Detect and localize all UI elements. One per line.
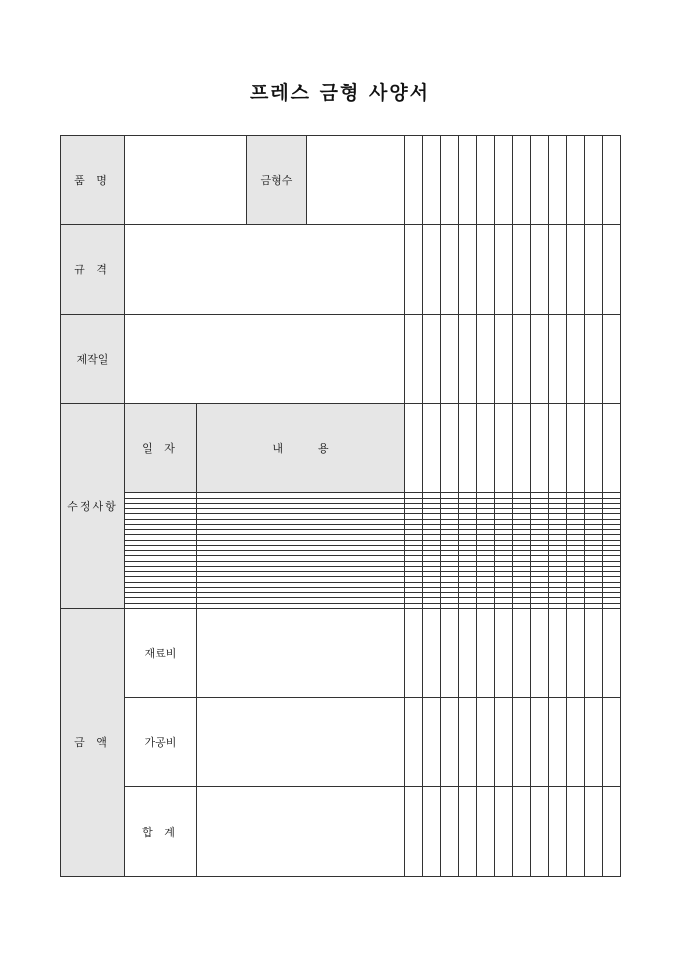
grid-cell[interactable] [603,787,621,877]
total-field[interactable] [197,787,405,877]
grid-cell[interactable] [423,314,441,403]
manufacture-date-field[interactable] [125,314,405,403]
grid-cell[interactable] [531,314,549,403]
material-cost-row [61,608,621,697]
grid-cell[interactable] [567,225,585,314]
grid-cell[interactable] [441,403,459,492]
grid-cell[interactable] [531,787,549,877]
page-title: 프레스 금형 사양서 [249,82,431,104]
grid-cell[interactable] [585,608,603,697]
grid-cell[interactable] [495,314,513,403]
grid-cell[interactable] [549,403,567,492]
grid-cell[interactable] [423,698,441,787]
grid-cell[interactable] [477,314,495,403]
grid-cell[interactable] [549,608,567,697]
amount-label: 금 액 [61,608,125,876]
grid-cell[interactable] [405,136,423,225]
grid-cell[interactable] [405,608,423,697]
grid-cell[interactable] [405,225,423,314]
grid-cell[interactable] [423,136,441,225]
grid-cell[interactable] [531,403,549,492]
product-name-field[interactable] [125,136,247,225]
total-row [61,787,621,877]
grid-cell[interactable] [513,698,531,787]
grid-cell[interactable] [459,136,477,225]
grid-cell[interactable] [585,403,603,492]
processing-cost-field[interactable] [197,698,405,787]
material-cost-field[interactable] [197,608,405,697]
spec-form-table [60,135,621,877]
revision-header-row [61,403,621,492]
grid-cell[interactable] [531,136,549,225]
grid-cell[interactable] [441,225,459,314]
grid-cell[interactable] [441,314,459,403]
grid-cell[interactable] [459,698,477,787]
grid-cell[interactable] [459,314,477,403]
grid-cell[interactable] [549,787,567,877]
grid-cell[interactable] [603,225,621,314]
grid-cell[interactable] [585,136,603,225]
product-name-label: 품 명 [61,136,125,225]
grid-cell[interactable] [495,787,513,877]
grid-cell[interactable] [423,608,441,697]
grid-cell[interactable] [477,698,495,787]
grid-cell[interactable] [513,608,531,697]
grid-cell[interactable] [423,225,441,314]
mold-count-label: 금형수 [247,136,307,225]
grid-cell[interactable] [405,403,423,492]
manufacture-date-row [61,314,621,403]
grid-cell[interactable] [585,314,603,403]
product-name-row [61,136,621,225]
grid-cell[interactable] [603,403,621,492]
grid-cell[interactable] [441,698,459,787]
grid-cell[interactable] [495,225,513,314]
grid-cell[interactable] [477,608,495,697]
grid-cell[interactable] [477,136,495,225]
grid-cell[interactable] [513,136,531,225]
grid-cell[interactable] [459,787,477,877]
grid-cell[interactable] [459,403,477,492]
grid-cell[interactable] [477,403,495,492]
processing-cost-label: 가공비 [125,698,197,787]
manufacture-date-label: 제작일 [61,314,125,403]
grid-cell[interactable] [585,225,603,314]
grid-cell[interactable] [495,608,513,697]
grid-cell[interactable] [531,698,549,787]
grid-cell[interactable] [549,314,567,403]
revision-label: 수정사항 [61,403,125,608]
grid-cell[interactable] [477,225,495,314]
grid-cell[interactable] [441,136,459,225]
grid-cell[interactable] [531,225,549,314]
spec-label: 규 격 [61,225,125,314]
grid-cell[interactable] [459,608,477,697]
grid-cell[interactable] [603,608,621,697]
grid-cell[interactable] [567,314,585,403]
grid-cell[interactable] [459,225,477,314]
grid-cell[interactable] [549,136,567,225]
material-cost-label: 재료비 [125,608,197,697]
grid-cell[interactable] [495,698,513,787]
grid-cell[interactable] [423,403,441,492]
grid-cell[interactable] [477,787,495,877]
grid-cell[interactable] [513,787,531,877]
total-label: 합 계 [125,787,197,877]
grid-cell[interactable] [441,787,459,877]
grid-cell[interactable] [423,787,441,877]
grid-cell[interactable] [585,787,603,877]
grid-cell[interactable] [603,698,621,787]
date-column-header: 일 자 [125,403,197,492]
grid-cell[interactable] [495,403,513,492]
grid-cell[interactable] [513,225,531,314]
grid-cell[interactable] [495,136,513,225]
grid-cell[interactable] [585,698,603,787]
spec-row [61,225,621,314]
grid-cell[interactable] [549,225,567,314]
grid-cell[interactable] [441,608,459,697]
grid-cell[interactable] [549,698,567,787]
grid-cell[interactable] [567,608,585,697]
grid-cell[interactable] [513,403,531,492]
spec-field[interactable] [125,225,405,314]
processing-cost-row [61,698,621,787]
grid-cell[interactable] [603,136,621,225]
grid-cell[interactable] [405,698,423,787]
content-column-header: 내 용 [197,403,405,492]
grid-cell[interactable] [567,403,585,492]
grid-cell[interactable] [531,608,549,697]
grid-cell[interactable] [567,136,585,225]
grid-cell[interactable] [405,787,423,877]
grid-cell[interactable] [405,314,423,403]
grid-cell[interactable] [603,314,621,403]
mold-count-field[interactable] [307,136,405,225]
grid-cell[interactable] [567,698,585,787]
grid-cell[interactable] [513,314,531,403]
grid-cell[interactable] [567,787,585,877]
